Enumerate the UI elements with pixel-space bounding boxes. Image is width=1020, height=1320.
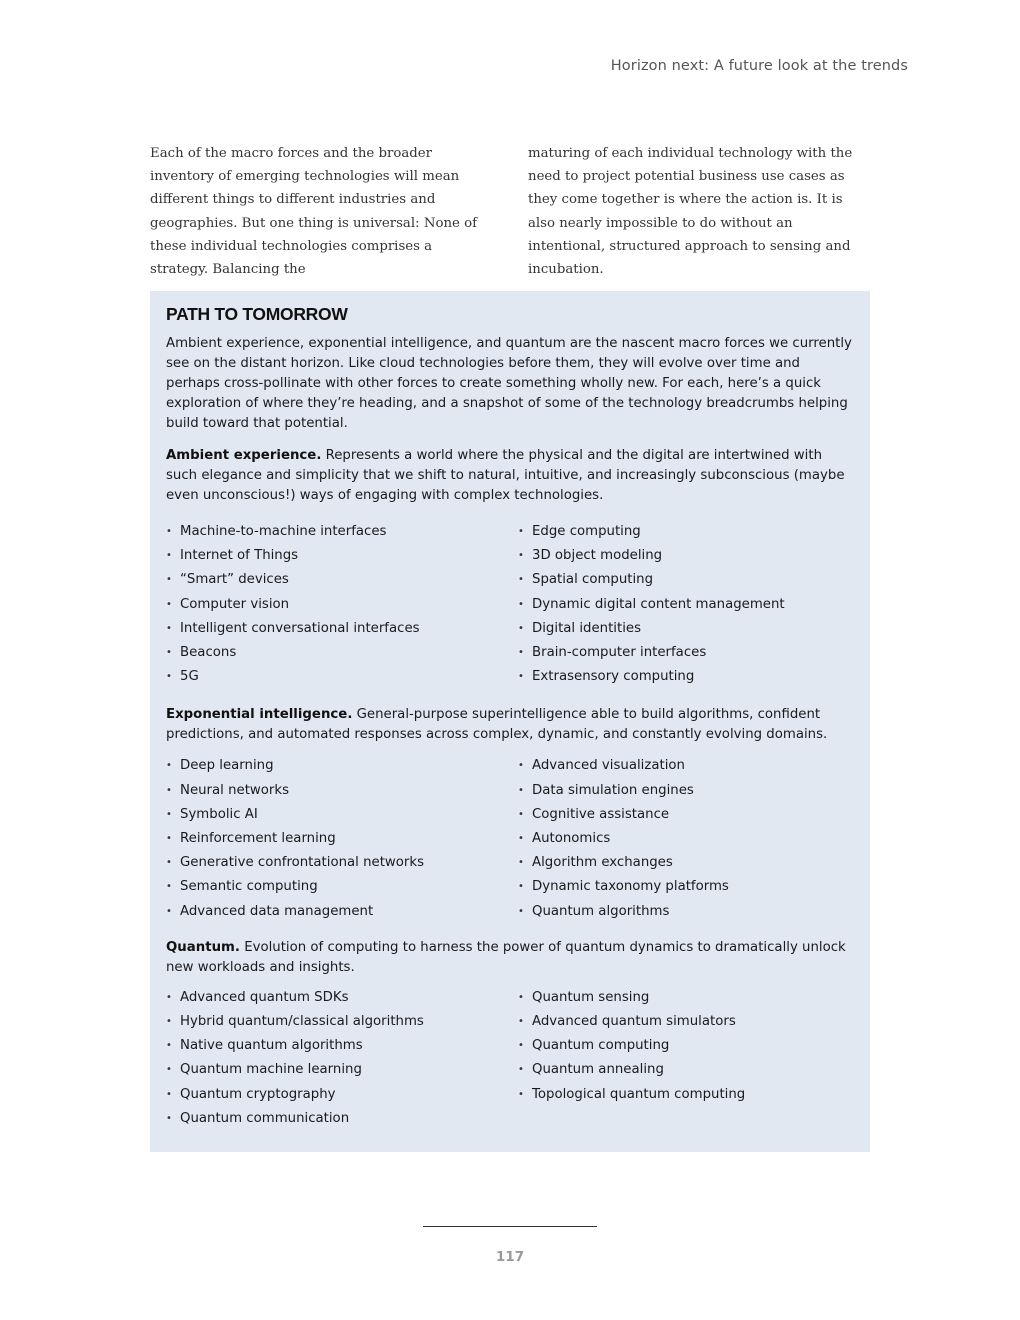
list-item: • Beacons — [166, 641, 518, 665]
list-item: • Advanced quantum simulators — [518, 1010, 854, 1034]
list-item: • Quantum machine learning — [166, 1058, 518, 1082]
list-item: • Intelligent conversational interfaces — [166, 617, 518, 641]
list-item: • Quantum computing — [518, 1034, 854, 1058]
list-item: • Digital identities — [518, 617, 854, 641]
path-to-tomorrow-sidebar — [150, 291, 870, 1152]
sidebar-title: PATH TO TOMORROW — [166, 304, 348, 324]
list-item: • “Smart” devices — [166, 568, 518, 592]
list-item: • Native quantum algorithms — [166, 1034, 518, 1058]
section-description: Represents a world where the physical and the digital are intertwined with such elegance and simplicity that we shift to natural, intuitive, and increasingly subconscious (maybe even unconscious!) ways of engaging with complex technologies. — [166, 448, 845, 503]
quantum-list — [166, 986, 854, 1131]
list-item: • Generative confrontational networks — [166, 851, 518, 875]
list-item: • Quantum sensing — [518, 986, 854, 1010]
list-item: • Machine-to-machine interfaces — [166, 520, 518, 544]
running-header: Horizon next: A future look at the trends — [610, 58, 908, 74]
list-item: • Reinforcement learning — [166, 827, 518, 851]
section-description: Evolution of computing to harness the power of quantum dynamics to dramatically unlock new workloads and insights. — [166, 939, 846, 975]
list-item: • Dynamic taxonomy platforms — [518, 875, 854, 899]
list-item: • Advanced data management — [166, 900, 518, 924]
section-description: General-purpose superintelligence able to build algorithms, confident predictions, and automated responses across complex, dynamic, and constantly evolving domains. — [166, 707, 828, 743]
list-item: • Hybrid quantum/classical algorithms — [166, 1010, 518, 1034]
list-item: • Quantum annealing — [518, 1058, 854, 1082]
section-quantum — [166, 938, 854, 978]
list-item: • Cognitive assistance — [518, 803, 854, 827]
section-ambient-experience — [166, 446, 854, 506]
intro-text — [150, 142, 870, 281]
list-item: • Quantum communication — [166, 1107, 518, 1131]
list-item: • Deep learning — [166, 754, 518, 778]
list-item: • Semantic computing — [166, 875, 518, 899]
list-item: • Spatial computing — [518, 568, 854, 592]
list-item: • Advanced visualization — [518, 754, 854, 778]
footer-divider — [423, 1226, 597, 1227]
sidebar-lead: Ambient experience, exponential intelligence, and quantum are the nascent macro forces we currently see on the distant horizon. Like cloud technologies before them, they will evolve over time and perhaps cross-pollinate with other forces to create something wholly new. For each, here’s a quick exploration of where they’re heading, and a snapshot of some of the technology breadcrumbs helping build toward that potential. — [166, 336, 852, 431]
list-item: • Data simulation engines — [518, 779, 854, 803]
list-item: • Quantum cryptography — [166, 1083, 518, 1107]
list-item: • 5G — [166, 665, 518, 689]
section-exponential-intelligence — [166, 705, 854, 745]
list-item: • Internet of Things — [166, 544, 518, 568]
section-term: Ambient experience. — [166, 448, 322, 463]
page-number: 117 — [495, 1249, 525, 1265]
ambient-experience-list — [166, 520, 854, 689]
list-item: • Dynamic digital content management — [518, 593, 854, 617]
list-item: • Topological quantum computing — [518, 1083, 854, 1107]
section-term: Exponential intelligence. — [166, 707, 353, 723]
list-item: • Brain-computer interfaces — [518, 641, 854, 665]
list-item: • 3D object modeling — [518, 544, 854, 568]
intro-column-right: maturing of each individual technology with the need to project potential business use cases as they come together is where the action is. It is also nearly impossible to do without an intentional, structured approach to sensing and incubation. — [528, 146, 853, 278]
list-item: • Computer vision — [166, 593, 518, 617]
intro-column-left: Each of the macro forces and the broader inventory of emerging technologies will mean different things to different industries and geographies. But one thing is universal: None of these individual technologies comprises a strategy. Balancing the — [150, 146, 478, 278]
exponential-intelligence-list — [166, 754, 854, 923]
section-term: Quantum. — [166, 939, 240, 955]
list-item: • Advanced quantum SDKs — [166, 986, 518, 1010]
list-item: • Algorithm exchanges — [518, 851, 854, 875]
list-item: • Autonomics — [518, 827, 854, 851]
list-item: • Symbolic AI — [166, 803, 518, 827]
list-item: • Edge computing — [518, 520, 854, 544]
list-item: • Quantum algorithms — [518, 900, 854, 924]
list-item: • Extrasensory computing — [518, 665, 854, 689]
list-item: • Neural networks — [166, 779, 518, 803]
